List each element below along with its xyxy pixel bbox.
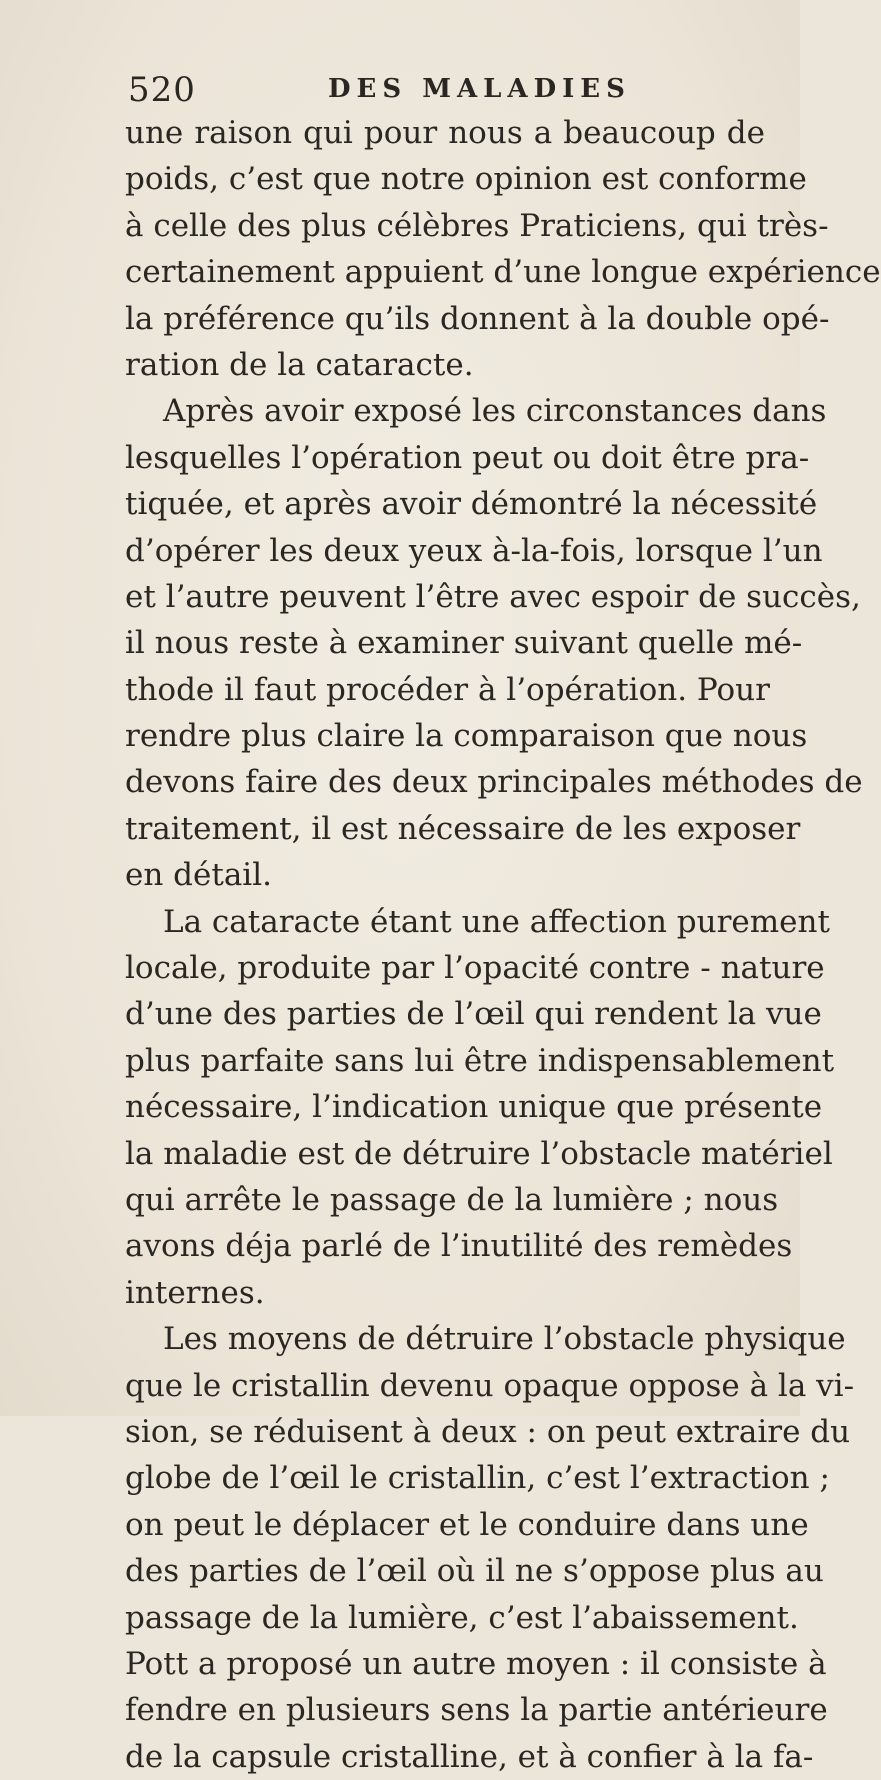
text-line: avons déja parlé de l’inutilité des remèdes xyxy=(125,1228,793,1265)
text-line: la maladie est de détruire l’obstacle matériel xyxy=(125,1135,833,1172)
body-text xyxy=(125,110,881,1780)
text-line: d’une des parties de l’œil qui rendent la vue xyxy=(125,996,822,1033)
text-line: des parties de l’œil où il ne s’oppose plus au xyxy=(125,1553,824,1590)
text-line: fendre en plusieurs sens la partie antérieure xyxy=(125,1692,828,1729)
page-header xyxy=(120,70,760,110)
text-line: lesquelles l’opération peut ou doit être pra- xyxy=(125,439,810,476)
text-line: nécessaire, l’indication unique que présente xyxy=(125,1089,823,1126)
text-line: sion, se réduisent à deux : on peut extraire du xyxy=(125,1413,851,1450)
text-line: certainement appuient d’une longue expérience xyxy=(125,254,881,291)
text-line: qui arrête le passage de la lumière ; nous xyxy=(125,1181,779,1218)
text-line: à celle des plus célèbres Praticiens, qui très- xyxy=(125,207,829,244)
text-line: globe de l’œil le cristallin, c’est l’extraction ; xyxy=(125,1460,830,1497)
text-line: Les moyens de détruire l’obstacle physique xyxy=(163,1321,846,1358)
text-line: de la capsule cristalline, et à confier à la fa- xyxy=(125,1738,814,1775)
text-line: thode il faut procéder à l’opération. Pour xyxy=(125,671,770,708)
text-line: poids, c’est que notre opinion est conforme xyxy=(125,161,807,198)
text-line: passage de la lumière, c’est l’abaissement. xyxy=(125,1599,799,1636)
text-line: la préférence qu’ils donnent à la double opé- xyxy=(125,300,830,337)
text-line: Pott a proposé un autre moyen : il consiste à xyxy=(125,1645,827,1682)
text-line: rendre plus claire la comparaison que nous xyxy=(125,718,808,755)
text-line: d’opérer les deux yeux à-la-fois, lorsque l’un xyxy=(125,532,823,569)
text-line: en détail. xyxy=(125,857,272,894)
text-line: internes. xyxy=(125,1274,265,1311)
text-line: tiquée, et après avoir démontré la nécessité xyxy=(125,486,818,523)
text-line: il nous reste à examiner suivant quelle mé- xyxy=(125,625,803,662)
page-number: 520 xyxy=(128,70,196,110)
text-line: plus parfaite sans lui être indispensablement xyxy=(125,1042,835,1079)
text-line: Après avoir exposé les circonstances dans xyxy=(163,393,827,430)
text-line: traitement, il est nécessaire de les exposer xyxy=(125,810,801,847)
text-line: on peut le déplacer et le conduire dans une xyxy=(125,1506,809,1543)
text-line: devons faire des deux principales méthodes de xyxy=(125,764,863,801)
text-line: La cataracte étant une affection purement xyxy=(163,903,830,940)
text-line: locale, produite par l’opacité contre - nature xyxy=(125,950,825,987)
text-line: que le cristallin devenu opaque oppose à la vi- xyxy=(125,1367,855,1404)
text-line: une raison qui pour nous a beaucoup de xyxy=(125,115,765,151)
running-title: DES MALADIES xyxy=(328,74,631,104)
text-line: ration de la cataracte. xyxy=(125,346,474,383)
text-line: et l’autre peuvent l’être avec espoir de succès, xyxy=(125,578,861,615)
